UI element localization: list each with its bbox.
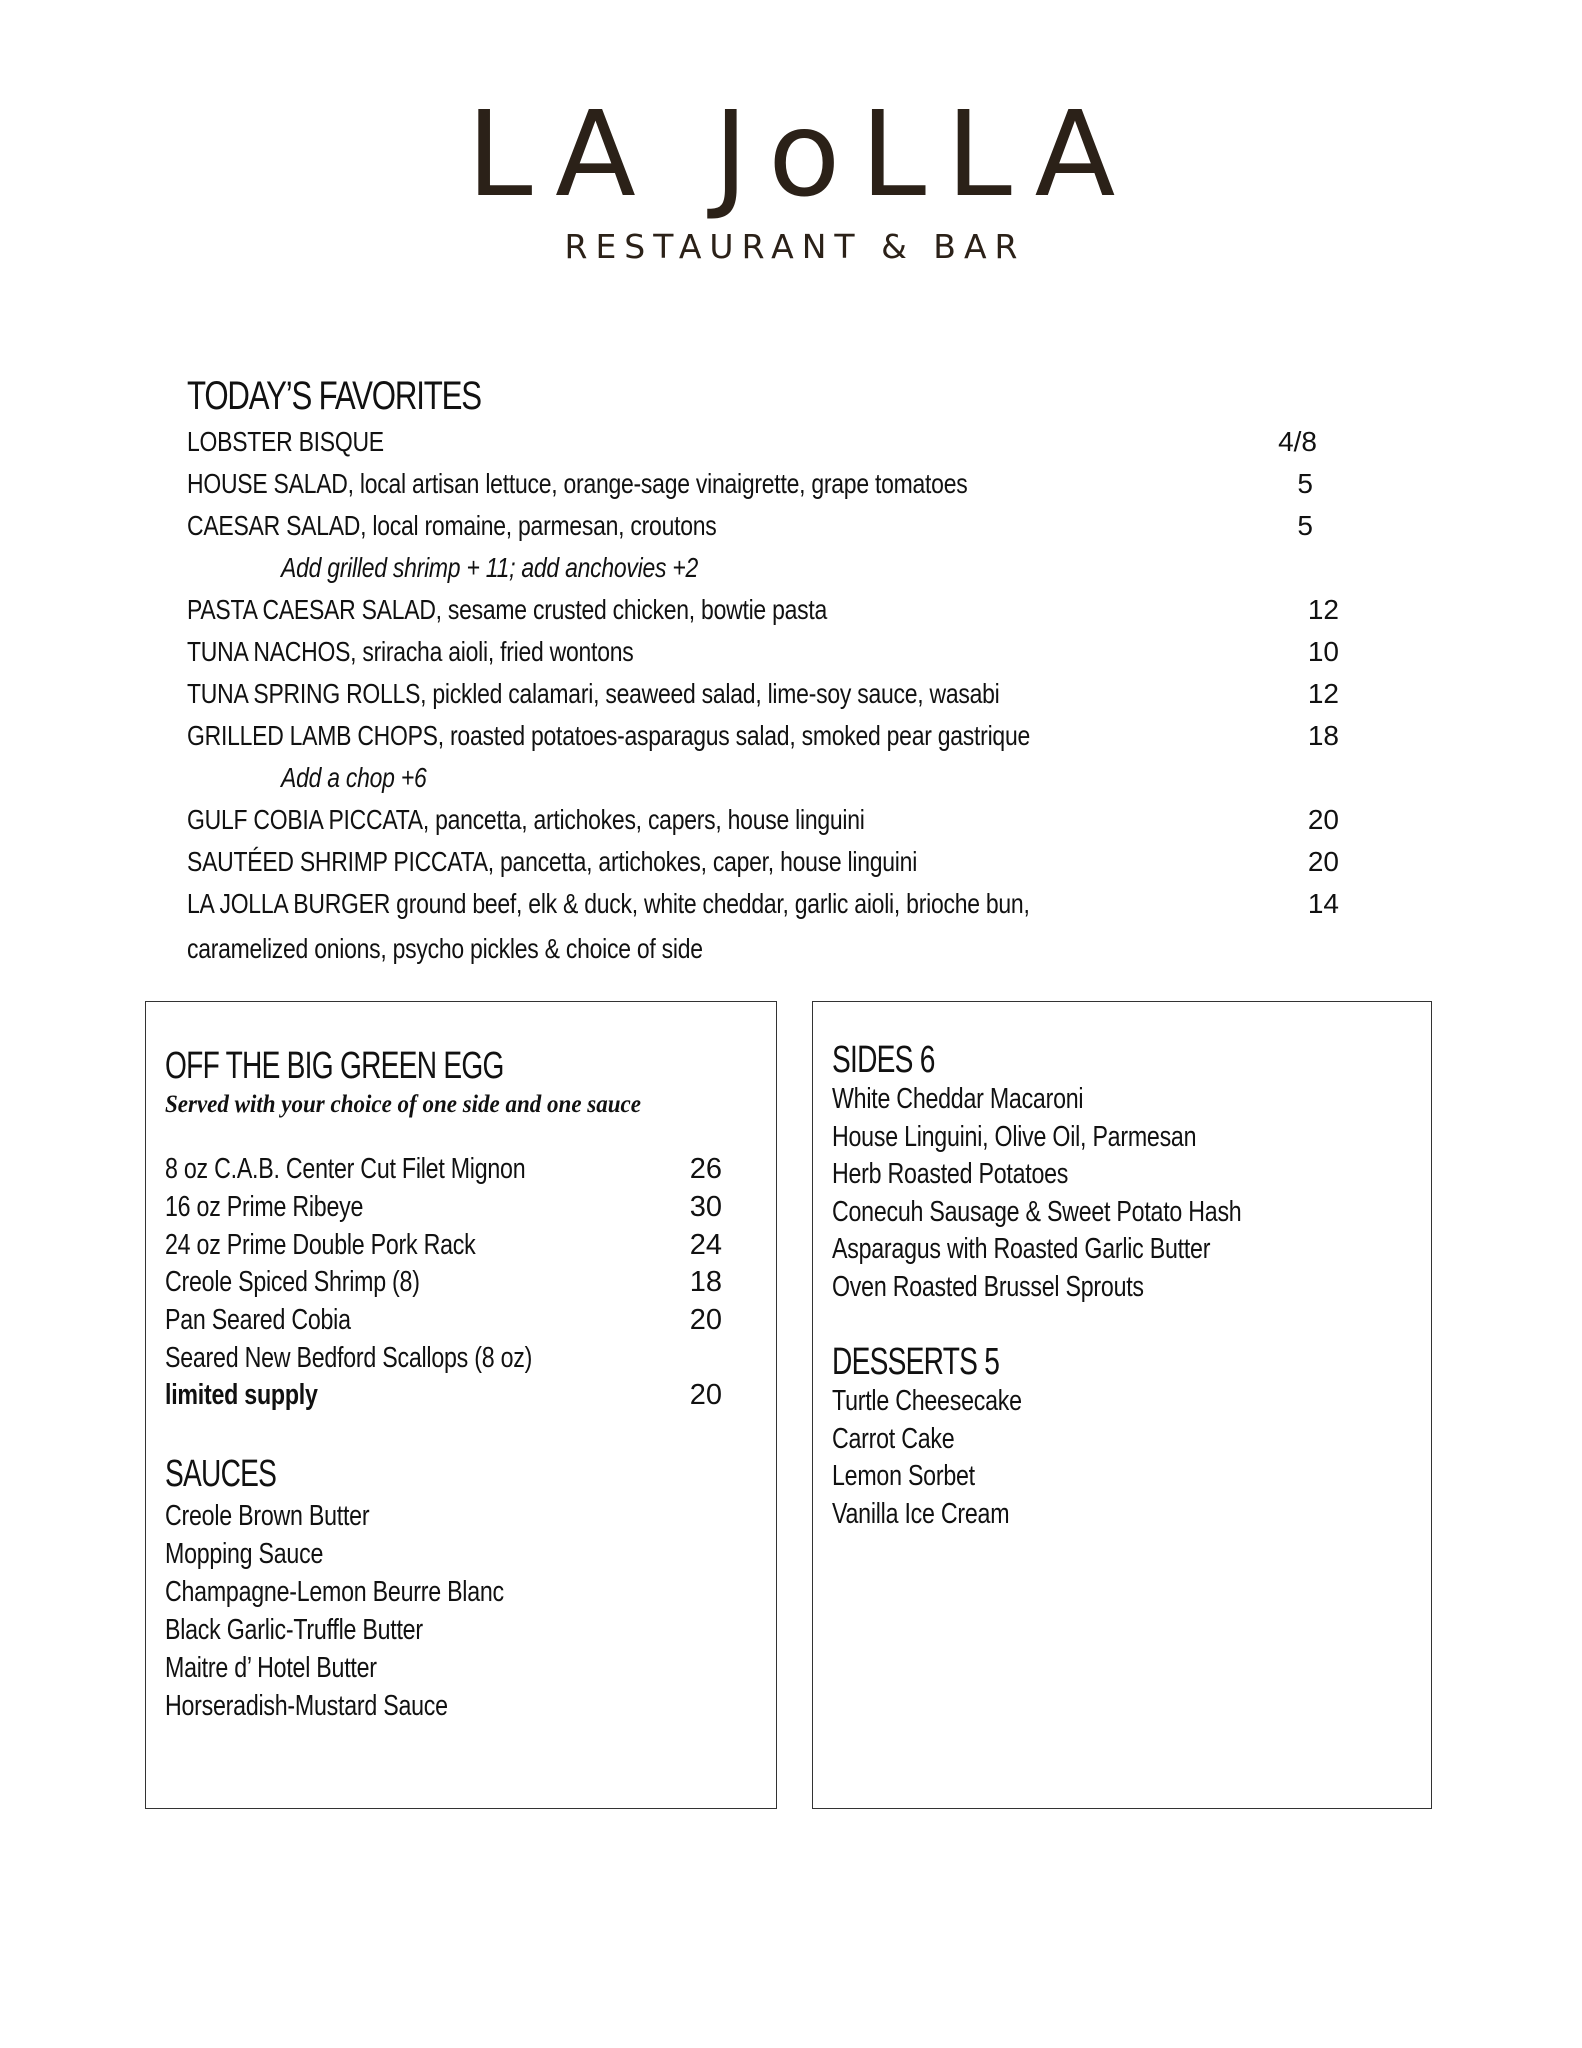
grill-item-price: 30 bbox=[689, 1191, 722, 1223]
sides-desserts-box bbox=[812, 1001, 1432, 1809]
dessert-item: Lemon Sorbet bbox=[832, 1460, 975, 1492]
menu-item-price: 12 bbox=[1307, 594, 1339, 625]
menu-item bbox=[187, 423, 1339, 461]
dessert-item: Carrot Cake bbox=[832, 1423, 955, 1455]
menu-item bbox=[187, 717, 1339, 755]
menu-item bbox=[187, 675, 1339, 713]
grill-item-price: 18 bbox=[689, 1266, 722, 1298]
menu-item-continuation bbox=[187, 930, 1339, 968]
desserts-title: DESSERTS 5 bbox=[832, 1341, 1000, 1383]
grill-item-name: 16 oz Prime Ribeye bbox=[165, 1191, 364, 1223]
menu-item-name: GULF COBIA PICCATA, pancetta, artichokes, capers, house linguini bbox=[187, 804, 865, 835]
side-item: Asparagus with Roasted Garlic Butter bbox=[832, 1233, 1211, 1265]
menu-item-name: HOUSE SALAD, local artisan lettuce, orange-sage vinaigrette, grape tomatoes bbox=[187, 468, 968, 499]
green-egg-title: OFF THE BIG GREEN EGG bbox=[165, 1045, 504, 1087]
sauce-item: Mopping Sauce bbox=[165, 1538, 324, 1570]
menu-item bbox=[187, 885, 1339, 923]
green-egg-box bbox=[145, 1001, 777, 1809]
grill-item-name: 8 oz C.A.B. Center Cut Filet Mignon bbox=[165, 1153, 526, 1185]
side-item: House Linguini, Olive Oil, Parmesan bbox=[832, 1121, 1197, 1153]
side-item: Conecuh Sausage & Sweet Potato Hash bbox=[832, 1196, 1242, 1228]
menu-item-price: 20 bbox=[1307, 846, 1339, 877]
menu-item-note: Add grilled shrimp + 11; add anchovies +2 bbox=[281, 552, 699, 583]
grill-item-name: Pan Seared Cobia bbox=[165, 1304, 351, 1336]
menu-item-name: TUNA SPRING ROLLS, pickled calamari, seaweed salad, lime-soy sauce, wasabi bbox=[187, 678, 1000, 709]
menu-item-name: TUNA NACHOS, sriracha aioli, fried wontons bbox=[187, 636, 634, 667]
menu-item-name: CAESAR SALAD, local romaine, parmesan, croutons bbox=[187, 510, 717, 541]
dessert-item: Turtle Cheesecake bbox=[832, 1385, 1022, 1417]
menu-item-name-cont: caramelized onions, psycho pickles & choice of side bbox=[187, 933, 703, 964]
logo-tagline: RESTAURANT & BAR bbox=[564, 227, 1026, 266]
green-egg-subtitle: Served with your choice of one side and one sauce bbox=[165, 1091, 641, 1118]
limited-supply-label: limited supply bbox=[165, 1379, 318, 1411]
sauce-item: Maitre d’ Hotel Butter bbox=[165, 1652, 377, 1684]
grill-item-price: 20 bbox=[689, 1379, 722, 1411]
side-item: White Cheddar Macaroni bbox=[832, 1083, 1084, 1115]
logo-wordmark: LA JoLLA bbox=[466, 85, 1136, 223]
menu-item-name: GRILLED LAMB CHOPS, roasted potatoes-asparagus salad, smoked pear gastrique bbox=[187, 720, 1030, 751]
sauce-item: Black Garlic-Truffle Butter bbox=[165, 1614, 423, 1646]
side-item: Herb Roasted Potatoes bbox=[832, 1158, 1069, 1190]
menu-item bbox=[187, 843, 1339, 881]
restaurant-logo bbox=[0, 85, 1582, 266]
menu-item-price: 14 bbox=[1307, 888, 1339, 919]
menu-item bbox=[187, 507, 1339, 545]
menu-item-price: 12 bbox=[1307, 678, 1339, 709]
menu-item-name: LA JOLLA BURGER ground beef, elk & duck, white cheddar, garlic aioli, brioche bun, bbox=[187, 888, 1030, 919]
menu-item bbox=[187, 633, 1339, 671]
menu-item bbox=[187, 591, 1339, 629]
menu-item-price: 5 bbox=[1297, 468, 1313, 499]
menu-item bbox=[187, 465, 1339, 503]
sauce-item: Champagne-Lemon Beurre Blanc bbox=[165, 1576, 504, 1608]
menu-item-note: Add a chop +6 bbox=[281, 762, 427, 793]
grill-item-price: 26 bbox=[689, 1153, 722, 1185]
menu-item-name: SAUTÉED SHRIMP PICCATA, pancetta, artichokes, caper, house linguini bbox=[187, 846, 918, 877]
sides-title: SIDES 6 bbox=[832, 1039, 935, 1081]
grill-item-price: 20 bbox=[689, 1304, 722, 1336]
sauce-item: Horseradish-Mustard Sauce bbox=[165, 1690, 448, 1722]
favorites-title: TODAY’S FAVORITES bbox=[187, 374, 481, 418]
menu-item-name: LOBSTER BISQUE bbox=[187, 426, 384, 457]
menu-item-price: 10 bbox=[1307, 636, 1339, 667]
grill-item-name: Creole Spiced Shrimp (8) bbox=[165, 1266, 420, 1298]
grill-item-name: Seared New Bedford Scallops (8 oz) bbox=[165, 1342, 533, 1374]
grill-item-name: 24 oz Prime Double Pork Rack bbox=[165, 1229, 476, 1261]
sauces-title: SAUCES bbox=[165, 1453, 277, 1495]
sauce-item: Creole Brown Butter bbox=[165, 1500, 370, 1532]
menu-item-name: PASTA CAESAR SALAD, sesame crusted chicken, bowtie pasta bbox=[187, 594, 828, 625]
menu-item-price: 4/8 bbox=[1278, 426, 1317, 457]
dessert-item: Vanilla Ice Cream bbox=[832, 1498, 1010, 1530]
menu-item bbox=[187, 801, 1339, 839]
grill-item-price: 24 bbox=[689, 1229, 722, 1261]
menu-item-price: 5 bbox=[1297, 510, 1313, 541]
side-item: Oven Roasted Brussel Sprouts bbox=[832, 1271, 1144, 1303]
menu-item-price: 20 bbox=[1307, 804, 1339, 835]
menu-item-price: 18 bbox=[1307, 720, 1339, 751]
